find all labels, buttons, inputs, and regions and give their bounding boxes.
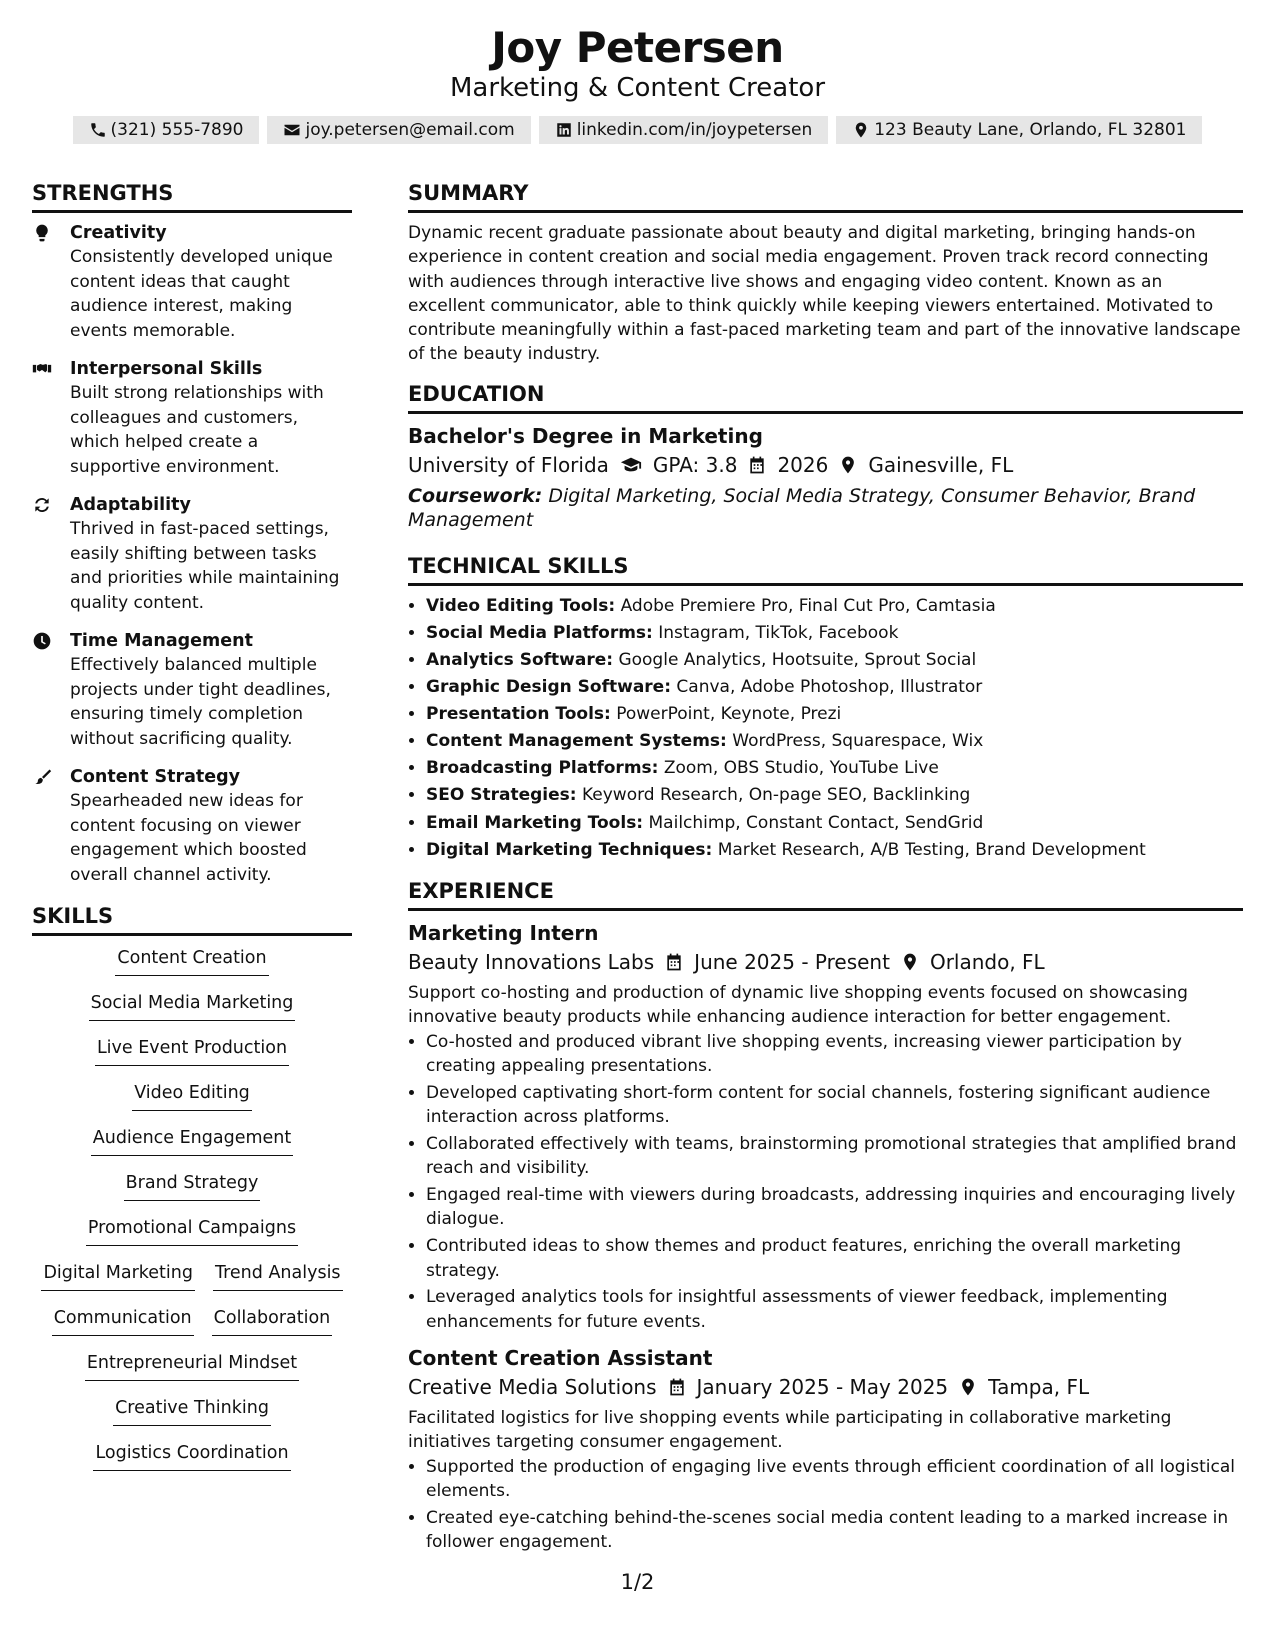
graduation-cap-icon bbox=[619, 454, 643, 476]
technical-skills-heading: TECHNICAL SKILLS bbox=[408, 553, 1243, 586]
coursework bbox=[408, 484, 1243, 533]
linkedin-icon bbox=[555, 121, 573, 139]
tech-value: Google Analytics, Hootsuite, Sprout Social bbox=[618, 649, 977, 670]
map-pin-icon bbox=[900, 952, 920, 972]
degree-title: Bachelor's Degree in Marketing bbox=[408, 423, 763, 448]
skill-tag: Logistics Coordination bbox=[93, 1441, 290, 1471]
envelope-icon bbox=[283, 121, 301, 139]
job-intro: Support co-hosting and production of dynamic live shopping events focused on showcasing innovative beauty products while enhancing audience interaction for better engagement. bbox=[408, 982, 1188, 1028]
school-name: University of Florida bbox=[408, 452, 609, 477]
email-text: joy.petersen@email.com bbox=[305, 120, 515, 140]
handshake-icon bbox=[32, 359, 52, 379]
contact-phone[interactable] bbox=[73, 116, 260, 144]
job-role: Content Creation Assistant bbox=[408, 1346, 713, 1371]
tech-label: Broadcasting Platforms: bbox=[426, 758, 659, 779]
address-text: 123 Beauty Lane, Orlando, FL 32801 bbox=[874, 120, 1187, 140]
skill-tag: Communication bbox=[52, 1306, 194, 1336]
list-item bbox=[426, 675, 1243, 699]
list-item bbox=[426, 594, 1243, 618]
job-location: Tampa, FL bbox=[988, 1375, 1090, 1400]
skill-tag: Social Media Marketing bbox=[89, 991, 296, 1021]
brush-icon bbox=[32, 767, 52, 787]
list-item bbox=[426, 838, 1243, 862]
coursework-list: Digital Marketing, Social Media Strategy, Consumer Behavior, Brand Management bbox=[408, 484, 1196, 532]
tech-value: PowerPoint, Keynote, Prezi bbox=[616, 704, 842, 725]
clock-icon bbox=[32, 631, 52, 651]
tech-label: SEO Strategies: bbox=[426, 785, 577, 806]
candidate-title: Marketing & Content Creator bbox=[449, 73, 826, 103]
skill-tag: Digital Marketing bbox=[41, 1261, 195, 1291]
tech-label: Email Marketing Tools: bbox=[426, 812, 644, 833]
tech-label: Digital Marketing Techniques: bbox=[426, 839, 713, 860]
tech-label: Analytics Software: bbox=[426, 649, 614, 670]
technical-skills-list bbox=[408, 594, 1243, 862]
list-item: • Collaborated effectively with teams, brainstorming promotional strategies that amplified brand reach and visibility. bbox=[426, 1132, 1243, 1181]
job-entry bbox=[408, 919, 1243, 1334]
education-heading: EDUCATION bbox=[408, 381, 1243, 414]
gpa-text: GPA: 3.8 bbox=[652, 452, 738, 477]
lightbulb-icon bbox=[32, 223, 52, 243]
tech-value: Instagram, TikTok, Facebook bbox=[658, 622, 899, 643]
contact-address bbox=[836, 116, 1202, 144]
list-item bbox=[426, 621, 1243, 645]
job-location: Orlando, FL bbox=[929, 949, 1045, 974]
calendar-icon bbox=[667, 1377, 687, 1397]
skill-tag: Trend Analysis bbox=[213, 1261, 343, 1291]
phone-text: (321) 555-7890 bbox=[110, 120, 244, 140]
job-bullets bbox=[408, 1455, 1243, 1555]
linkedin-text: linkedin.com/in/joypetersen bbox=[576, 120, 813, 140]
skill-tag: Content Creation bbox=[115, 946, 268, 976]
skill-tag: Brand Strategy bbox=[124, 1171, 261, 1201]
tech-value: Canva, Adobe Photoshop, Illustrator bbox=[676, 677, 983, 698]
list-item bbox=[426, 702, 1243, 726]
strength-desc: Built strong relationships with colleagues and customers, which helped create a supportive environment. bbox=[70, 383, 324, 477]
skill-tag: Collaboration bbox=[212, 1306, 333, 1336]
tech-label: Content Management Systems: bbox=[426, 731, 727, 752]
skill-tag: Promotional Campaigns bbox=[86, 1216, 298, 1246]
candidate-name: Joy Petersen bbox=[491, 23, 784, 72]
strength-name: Time Management bbox=[70, 631, 253, 651]
strength-item bbox=[32, 765, 352, 887]
strength-item bbox=[32, 629, 352, 751]
job-entry bbox=[408, 1344, 1243, 1554]
strength-name: Content Strategy bbox=[70, 767, 241, 787]
skill-tag: Creative Thinking bbox=[113, 1396, 271, 1426]
tech-label: Graphic Design Software: bbox=[426, 677, 672, 698]
skill-tag: Video Editing bbox=[132, 1081, 252, 1111]
strength-item bbox=[32, 357, 352, 479]
phone-icon bbox=[89, 121, 107, 139]
tech-value: Keyword Research, On-page SEO, Backlinking bbox=[581, 785, 971, 806]
map-pin-icon bbox=[958, 1377, 978, 1397]
experience-heading: EXPERIENCE bbox=[408, 878, 1243, 911]
skill-tag: Audience Engagement bbox=[91, 1126, 293, 1156]
list-item: • Co-hosted and produced vibrant live shopping events, increasing viewer participation by creating appealing presentations. bbox=[426, 1030, 1243, 1079]
job-meta bbox=[408, 947, 1243, 977]
calendar-icon bbox=[664, 952, 684, 972]
contact-bar bbox=[0, 116, 1275, 144]
job-company: Creative Media Solutions bbox=[408, 1375, 657, 1400]
skills-heading: SKILLS bbox=[32, 903, 352, 936]
job-intro: Facilitated logistics for live shopping events while participating in collaborative marketing initiatives targeting consumer engagement. bbox=[408, 1408, 1172, 1453]
skill-tag: Entrepreneurial Mindset bbox=[85, 1351, 299, 1381]
job-meta bbox=[408, 1372, 1243, 1402]
job-bullets bbox=[408, 1030, 1243, 1335]
list-item bbox=[426, 783, 1243, 807]
job-dates: June 2025 - Present bbox=[694, 949, 890, 974]
left-column bbox=[32, 180, 352, 1486]
refresh-icon bbox=[32, 495, 52, 515]
strengths-heading: STRENGTHS bbox=[32, 180, 352, 213]
strength-desc: Effectively balanced multiple projects under tight deadlines, ensuring timely completion without sacrificing quality. bbox=[70, 655, 331, 749]
right-column bbox=[408, 180, 1243, 1557]
summary-heading: SUMMARY bbox=[408, 180, 1243, 213]
tech-label: Presentation Tools: bbox=[426, 704, 611, 725]
list-item: • Created eye-catching behind-the-scenes social media content leading to a marked increase in follower engagement. bbox=[426, 1506, 1243, 1555]
list-item bbox=[426, 648, 1243, 672]
map-pin-icon bbox=[852, 121, 870, 139]
tech-value: Market Research, A/B Testing, Brand Development bbox=[717, 839, 1146, 860]
strength-desc: Spearheaded new ideas for content focusing on viewer engagement which boosted overall channel activity. bbox=[70, 791, 307, 885]
list-item: • Leveraged analytics tools for insightful assessments of viewer feedback, implementing enhancements for future events. bbox=[426, 1285, 1243, 1334]
map-pin-icon bbox=[838, 455, 858, 475]
list-item: • Engaged real-time with viewers during broadcasts, addressing inquiries and encouraging lively dialogue. bbox=[426, 1183, 1243, 1232]
summary-text: Dynamic recent graduate passionate about beauty and digital marketing, bringing hands-on experience in content creation and social media engagement. Proven track record connecting with audiences through interactive live shows and engaging video content. Known as an excellent communicator, able to think quickly while keeping viewers entertained. Motivated to contribute meaningfully within a fast-paced marketing team and part of the innovative landscape of the beauty industry. bbox=[408, 223, 1241, 365]
graduation-year: 2026 bbox=[777, 452, 829, 477]
list-item: • Contributed ideas to show themes and product features, enriching the overall marketing strategy. bbox=[426, 1234, 1243, 1283]
page-number: 1/2 bbox=[620, 1570, 655, 1594]
education-meta bbox=[408, 450, 1243, 480]
contact-linkedin[interactable] bbox=[539, 116, 829, 144]
list-item: • Developed captivating short-form content for social channels, fostering significant audience interaction across platforms. bbox=[426, 1081, 1243, 1130]
coursework-label: Coursework: bbox=[408, 484, 543, 507]
job-role: Marketing Intern bbox=[408, 920, 599, 945]
tech-value: WordPress, Squarespace, Wix bbox=[732, 731, 984, 752]
job-dates: January 2025 - May 2025 bbox=[696, 1375, 949, 1400]
strength-desc: Consistently developed unique content ideas that caught audience interest, making events memorable. bbox=[70, 247, 333, 341]
resume-header bbox=[0, 22, 1275, 144]
calendar-icon bbox=[747, 455, 767, 475]
tech-value: Adobe Premiere Pro, Final Cut Pro, Camtasia bbox=[620, 595, 996, 616]
contact-email[interactable] bbox=[267, 116, 530, 144]
list-item: • Supported the production of engaging live events through efficient coordination of all logistical elements. bbox=[426, 1455, 1243, 1504]
tech-value: Zoom, OBS Studio, YouTube Live bbox=[663, 758, 939, 779]
list-item bbox=[426, 756, 1243, 780]
strength-name: Creativity bbox=[70, 223, 167, 243]
strength-desc: Thrived in fast-paced settings, easily shifting between tasks and priorities while maintaining quality content. bbox=[70, 519, 340, 613]
tech-label: Social Media Platforms: bbox=[426, 622, 653, 643]
school-location: Gainesville, FL bbox=[868, 452, 1014, 477]
tech-value: Mailchimp, Constant Contact, SendGrid bbox=[648, 812, 984, 833]
strength-item bbox=[32, 493, 352, 615]
strength-name: Interpersonal Skills bbox=[70, 359, 263, 379]
strength-item bbox=[32, 221, 352, 343]
skill-tag: Live Event Production bbox=[95, 1036, 289, 1066]
skills-list bbox=[32, 946, 352, 1486]
list-item bbox=[426, 729, 1243, 753]
job-company: Beauty Innovations Labs bbox=[408, 949, 655, 974]
strength-name: Adaptability bbox=[70, 495, 191, 515]
list-item bbox=[426, 811, 1243, 835]
tech-label: Video Editing Tools: bbox=[426, 595, 616, 616]
